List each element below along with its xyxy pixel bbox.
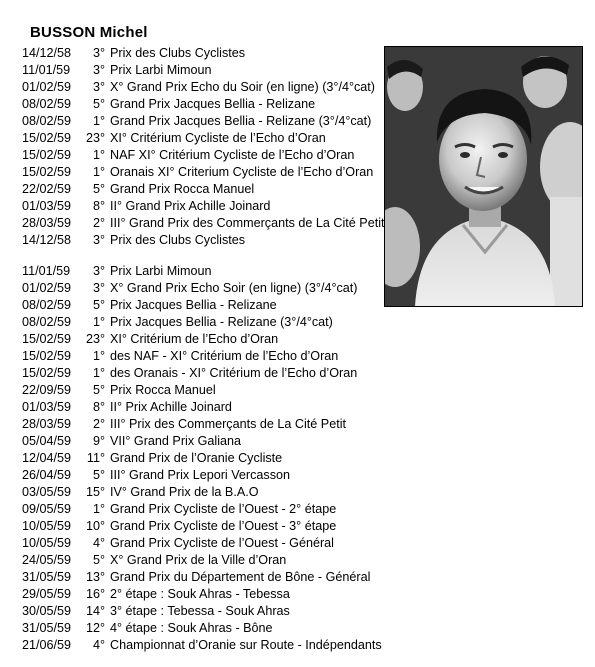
result-rank: 5° <box>92 553 105 567</box>
result-event: Grand Prix Cycliste de l’Ouest - 3° étape <box>110 519 337 533</box>
result-rank: 13° <box>85 570 105 584</box>
result-event: Prix des Clubs Cyclistes <box>110 46 246 60</box>
result-date: 14/12/58 <box>22 233 72 247</box>
result-date: 08/02/59 <box>22 298 72 312</box>
result-date: 26/04/59 <box>22 468 72 482</box>
result-event: Championnat d’Oranie sur Route - Indépendants <box>110 638 382 652</box>
result-date: 28/03/59 <box>22 216 72 230</box>
result-date: 14/12/58 <box>22 46 72 60</box>
result-event: Prix Larbi Mimoun <box>110 63 212 77</box>
result-rank: 5° <box>92 298 105 312</box>
result-event: IV° Grand Prix de la B.A.O <box>110 485 259 499</box>
result-date: 05/04/59 <box>22 434 72 448</box>
result-rank: 2° <box>92 417 105 431</box>
result-date: 15/02/59 <box>22 332 72 346</box>
result-date: 31/05/59 <box>22 621 72 635</box>
result-rank: 11° <box>86 451 105 465</box>
result-event: III° Grand Prix Lepori Vercasson <box>110 468 291 482</box>
result-event: Grand Prix Jacques Bellia - Relizane <box>110 97 316 111</box>
result-event: des Oranais - XI° Critérium de l’Echo d’Oran <box>110 366 358 380</box>
result-date: 11/01/59 <box>22 264 71 278</box>
result-rank: 4° <box>92 638 105 652</box>
result-rank: 5° <box>92 97 105 111</box>
result-date: 15/02/59 <box>22 366 72 380</box>
result-event: 4° étape : Souk Ahras - Bône <box>110 621 273 635</box>
result-rank: 23° <box>85 332 105 346</box>
result-date: 29/05/59 <box>22 587 72 601</box>
result-rank: 3° <box>92 233 105 247</box>
result-event: Grand Prix Cycliste de l’Ouest - Général <box>110 536 334 550</box>
rider-photo <box>384 46 583 307</box>
result-event: II° Grand Prix Achille Joinard <box>110 199 271 213</box>
result-rank: 3° <box>92 264 105 278</box>
result-rank: 8° <box>92 400 105 414</box>
result-rank: 3° <box>92 281 105 295</box>
result-rank: 1° <box>92 114 105 128</box>
result-rank: 9° <box>92 434 105 448</box>
result-rank: 5° <box>92 383 105 397</box>
result-event: Prix Jacques Bellia - Relizane <box>110 298 277 312</box>
result-date: 22/02/59 <box>22 182 72 196</box>
result-rank: 3° <box>92 80 105 94</box>
result-rank: 3° <box>92 46 105 60</box>
result-event: Grand Prix Rocca Manuel <box>110 182 255 196</box>
result-event: XI° Critérium de l’Echo d’Oran <box>110 332 279 346</box>
result-date: 15/02/59 <box>22 349 72 363</box>
result-event: 3° étape : Tebessa - Souk Ahras <box>110 604 290 618</box>
result-rank: 1° <box>92 165 105 179</box>
result-date: 24/05/59 <box>22 553 72 567</box>
result-event: X° Grand Prix Echo du Soir (en ligne) (3°/4°cat) <box>110 80 375 94</box>
result-event: Prix des Clubs Cyclistes <box>110 233 246 247</box>
result-date: 08/02/59 <box>22 315 72 329</box>
result-date: 12/04/59 <box>22 451 72 465</box>
result-rank: 8° <box>92 199 105 213</box>
result-event: Prix Rocca Manuel <box>110 383 216 397</box>
result-rank: 14° <box>85 604 105 618</box>
result-date: 28/03/59 <box>22 417 72 431</box>
result-event: Grand Prix Cycliste de l’Ouest - 2° étape <box>110 502 337 516</box>
result-date: 22/09/59 <box>22 383 72 397</box>
result-date: 10/05/59 <box>22 519 72 533</box>
result-date: 08/02/59 <box>22 114 72 128</box>
result-rank: 3° <box>92 63 105 77</box>
result-rank: 15° <box>85 485 105 499</box>
result-rank: 12° <box>85 621 105 635</box>
result-rank: 1° <box>92 502 105 516</box>
result-rank: 23° <box>85 131 105 145</box>
result-event: X° Grand Prix Echo Soir (en ligne) (3°/4°cat) <box>110 281 358 295</box>
result-date: 21/06/59 <box>22 638 72 652</box>
result-date: 30/05/59 <box>22 604 72 618</box>
result-date: 10/05/59 <box>22 536 72 550</box>
result-event: XI° Critérium Cycliste de l’Echo d’Oran <box>110 131 326 145</box>
result-event: 2° étape : Souk Ahras - Tebessa <box>110 587 290 601</box>
result-date: 15/02/59 <box>22 148 72 162</box>
result-rank: 1° <box>92 349 105 363</box>
result-date: 31/05/59 <box>22 570 72 584</box>
result-event: des NAF - XI° Critérium de l’Echo d’Oran <box>110 349 339 363</box>
result-event: Prix Jacques Bellia - Relizane (3°/4°cat) <box>110 315 333 329</box>
result-date: 08/02/59 <box>22 97 72 111</box>
result-date: 01/03/59 <box>22 199 72 213</box>
result-event: NAF XI° Critérium Cycliste de l’Echo d’Oran <box>110 148 355 162</box>
result-date: 01/02/59 <box>22 80 72 94</box>
result-date: 15/02/59 <box>22 131 72 145</box>
result-rank: 2° <box>92 216 105 230</box>
result-event: Prix Larbi Mimoun <box>110 264 212 278</box>
result-date: 01/03/59 <box>22 400 72 414</box>
result-date: 09/05/59 <box>22 502 72 516</box>
result-date: 01/02/59 <box>22 281 72 295</box>
page-title: BUSSON Michel <box>30 24 148 41</box>
result-event: III° Prix des Commerçants de La Cité Petit <box>110 417 347 431</box>
result-rank: 1° <box>92 366 105 380</box>
result-date: 15/02/59 <box>22 165 72 179</box>
result-event: Grand Prix Jacques Bellia - Relizane (3°/4°cat) <box>110 114 372 128</box>
result-rank: 4° <box>92 536 105 550</box>
result-rank: 5° <box>92 468 105 482</box>
result-event: Oranais XI° Criterium Cycliste de l’Echo d’Oran <box>110 165 374 179</box>
result-event: II° Prix Achille Joinard <box>110 400 232 414</box>
result-event: VII° Grand Prix Galiana <box>110 434 242 448</box>
result-event: III° Grand Prix des Commerçants de La Cité Petit <box>110 216 385 230</box>
result-event: Grand Prix du Département de Bône - Général <box>110 570 371 584</box>
result-event: X° Grand Prix de la Ville d’Oran <box>110 553 287 567</box>
result-event: Grand Prix de l’Oranie Cycliste <box>110 451 283 465</box>
result-rank: 1° <box>92 148 105 162</box>
result-date: 03/05/59 <box>22 485 72 499</box>
result-rank: 5° <box>92 182 105 196</box>
result-rank: 1° <box>92 315 105 329</box>
result-rank: 16° <box>85 587 105 601</box>
result-rank: 10° <box>85 519 105 533</box>
result-date: 11/01/59 <box>22 63 71 77</box>
